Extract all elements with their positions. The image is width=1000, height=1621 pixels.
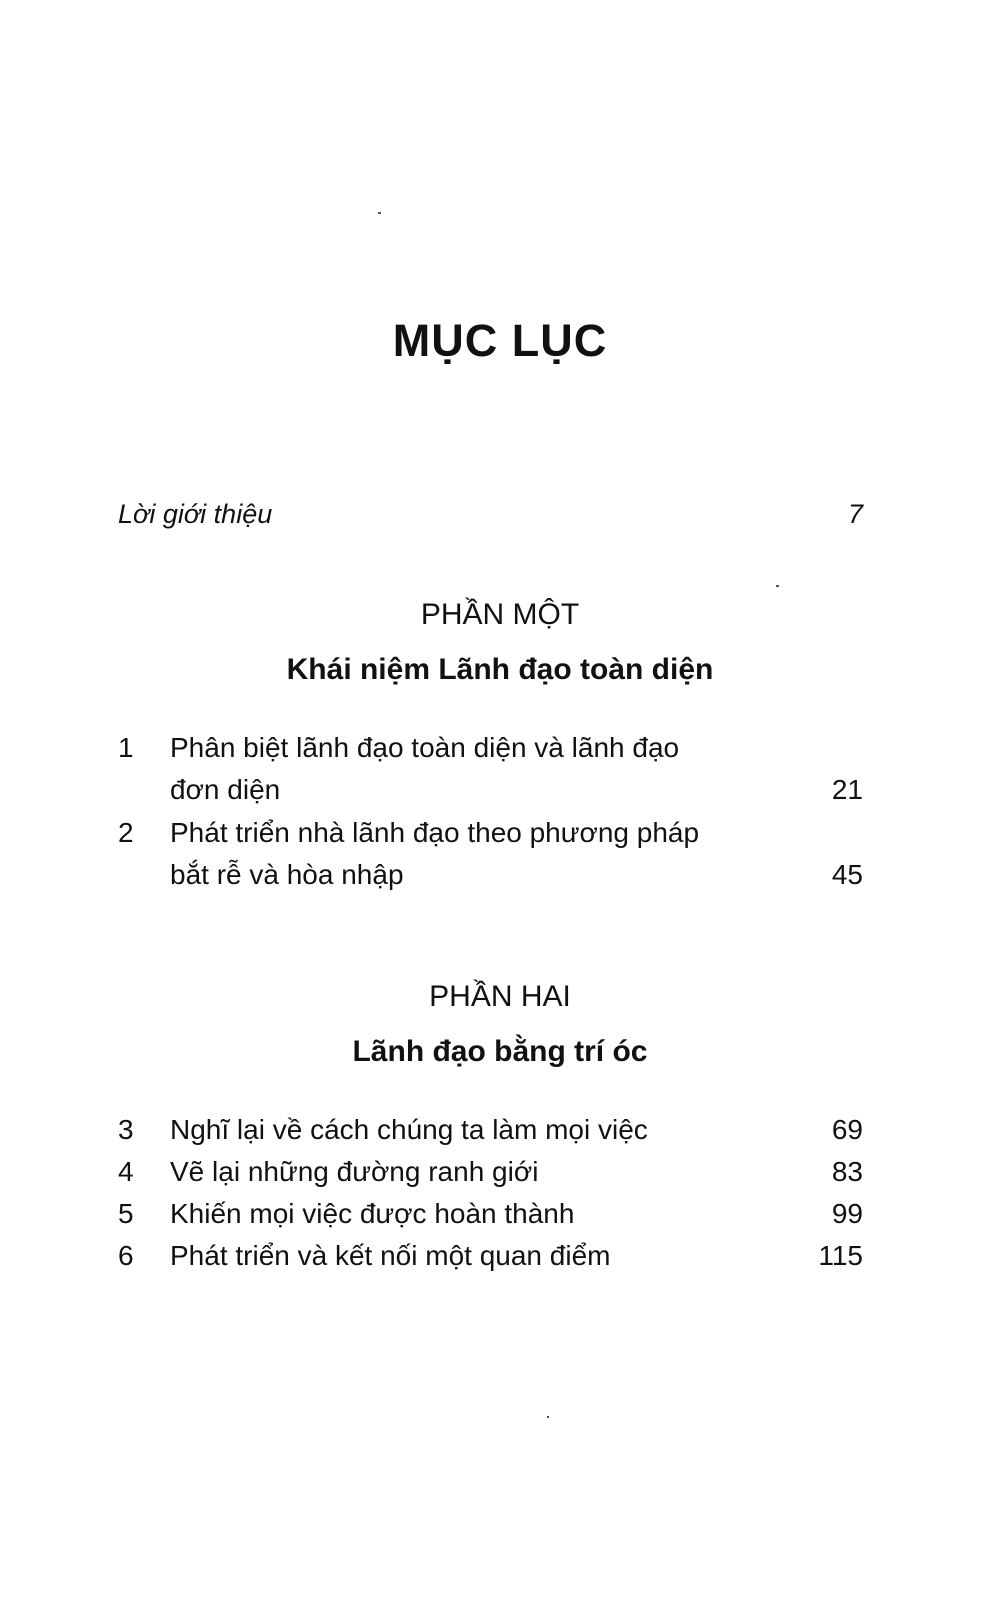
page-title: MỤC LỤC [392,315,608,366]
part-two-title: Lãnh đạo bằng trí óc [352,1035,648,1068]
toc-entry [118,1192,863,1236]
part-one-label: PHẦN MỘT [420,598,580,631]
entry-title-line-2: bắt rễ và hòa nhập [170,859,404,890]
toc-entry [118,811,863,901]
entry-title: Vẽ lại những đường ranh giới [170,1156,539,1187]
entry-page-number: 45 [831,859,863,890]
entry-title: Phát triển và kết nối một quan điểm [170,1240,611,1271]
entry-number: 1 [118,732,134,763]
entry-number: 2 [118,817,134,848]
toc-entry [118,726,863,816]
entry-page-number: 69 [831,1114,863,1145]
toc-entry [118,1234,863,1278]
toc-entry [118,1150,863,1194]
entry-page-number: 83 [831,1156,863,1187]
part-one-title: Khái niệm Lãnh đạo toàn diện [286,653,714,686]
scan-speck [378,212,381,214]
entry-title: Khiến mọi việc được hoàn thành [170,1198,575,1229]
entry-number: 6 [118,1240,134,1271]
part-two-label: PHẦN HAI [429,980,571,1013]
entry-page-number: 21 [831,774,863,805]
entry-number: 4 [118,1156,134,1187]
scan-speck [776,585,779,587]
intro-page-number: 7 [847,499,863,529]
entry-title-line-1: Phân biệt lãnh đạo toàn diện và lãnh đạo [170,732,680,763]
intro-label: Lời giới thiệu [118,499,273,529]
toc-entry [118,1108,863,1152]
entry-number: 5 [118,1198,134,1229]
entry-number: 3 [118,1114,134,1145]
entry-title-line-1: Phát triển nhà lãnh đạo theo phương pháp [170,817,700,848]
entry-title-line-2: đơn diện [170,774,281,805]
entry-page-number: 115 [818,1240,863,1271]
entry-title: Nghĩ lại về cách chúng ta làm mọi việc [170,1114,648,1145]
entry-page-number: 99 [831,1198,863,1229]
scan-speck [547,1416,549,1418]
